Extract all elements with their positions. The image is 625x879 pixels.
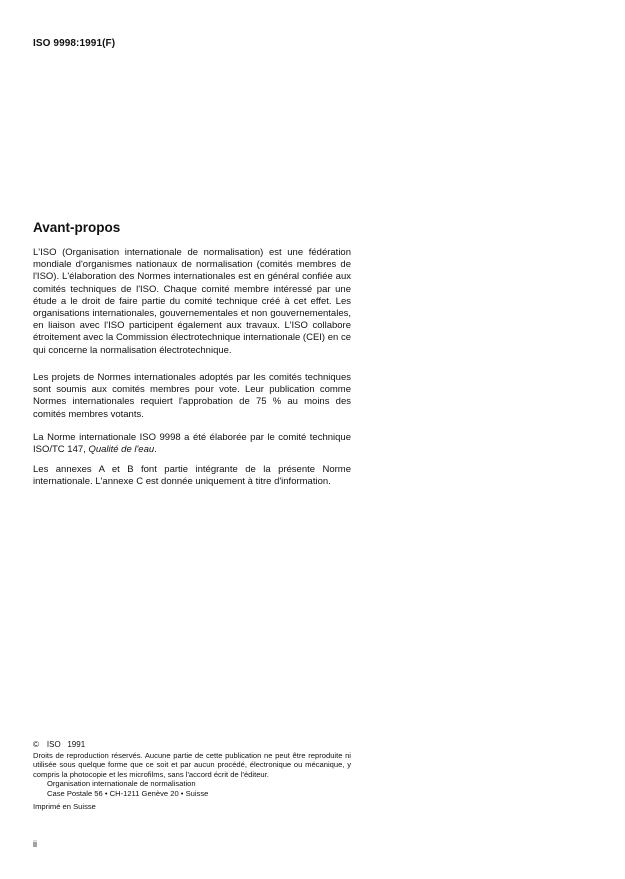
paragraph-3-text: La Norme internationale ISO 9998 a été élaborée par le comité technique ISO/TC 147, [33,432,351,456]
copyright-block [33,740,351,811]
publisher-block [47,779,351,798]
copyright-line [33,740,351,750]
foreword-paragraph-2: Les projets de Normes internationales adoptés par les comités techniques sont soumis aux comités membres pour vote. Leur publication comme Normes internationales requiert l'approbation de 75 % au moins des comités membres votants. [33,372,351,420]
paragraph-3-end: . [154,444,157,456]
publisher-address: Case Postale 56 • CH-1211 Genève 20 • Suisse [47,788,209,798]
foreword-paragraph-4: Les annexes A et B font partie intégrante de la présente Norme internationale. L'annexe C est donnée uniquement à titre d'information. [33,464,351,488]
copyright-year: 1991 [67,740,86,749]
copyright-owner: ISO [46,740,61,749]
section-title: Avant-propos [33,220,121,235]
rights-statement: Droits de reproduction réservés. Aucune partie de cette publication ne peut être reproduite ni utilisée sous quelque forme que ce soit et par aucun procédé, électronique ou mécanique, y compris la photocopie et les microfilms, sans l'accord écrit de l'éditeur. [33,750,351,779]
document-code: ISO 9998:1991(F) [33,38,116,49]
printed-in: Imprimé en Suisse [33,801,96,811]
page-number: ii [33,839,37,849]
committee-title: Qualité de l'eau [88,444,155,456]
copyright-symbol: © [33,740,39,749]
foreword-paragraph-3 [33,432,351,456]
publisher-name: Organisation internationale de normalisation [47,779,196,789]
foreword-paragraph-1: L'ISO (Organisation internationale de normalisation) est une fédération mondiale d'organismes nationaux de normalisation (comités membres de l'ISO). L'élaboration des Normes internationales est en général confiée aux comités techniques de l'ISO. Chaque comité membre intéressé par une étude a le droit de faire partie du comité technique créé à cet effet. Les organisations internationales, gouvernementales et non gouvernementales, en liaison avec l'ISO participent également aux travaux. L'ISO collabore étroitement avec la Commission électrotechnique internationale (CEI) en ce qui concerne la normalisation électrotechnique. [33,247,351,356]
